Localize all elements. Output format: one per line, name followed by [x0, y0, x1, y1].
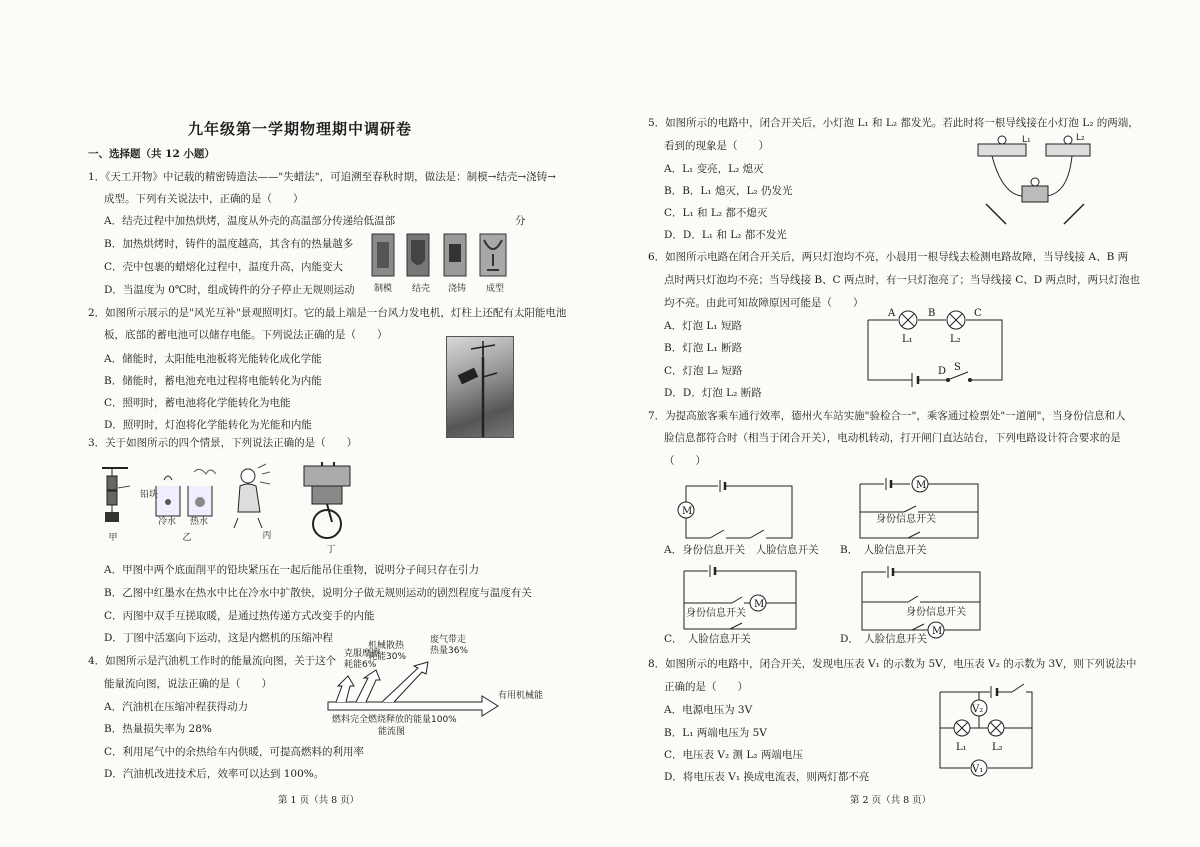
q3-option-d: D．丁图中活塞向下运动，这是内燃机的压缩冲程: [104, 632, 333, 644]
q2-stem-1: 2．如图所示展示的是"风光互补"景观照明灯。它的最上端是一台风力发电机，灯柱上还配有太阳能电池: [88, 307, 567, 319]
q3-option-a: A．甲图中两个底面削平的铅块紧压在一起后能吊住重物，说明分子间只存在引力: [104, 564, 480, 576]
q6-stem-2: 点时两只灯泡均不亮；当导线接 B、C 两点时，有一只灯泡亮了；当导线接 C、D 两点时，两只灯泡也: [664, 274, 1141, 286]
q5-option-b: B．B．L₁ 熄灭，L₂ 仍发光: [664, 185, 793, 197]
q5-stem-2: 看到的现象是（ ）: [664, 140, 769, 152]
q1-fig-label-4: 成型: [485, 284, 504, 294]
q1-stem-2: 成型。下列有关说法中，正确的是（ ）: [104, 193, 304, 205]
q5-option-a: A．L₁ 变亮，L₂ 熄灭: [664, 163, 764, 175]
q4-output-label: 有用机械能: [498, 691, 544, 701]
q8-circuit-diagram: [936, 684, 1036, 776]
q7-circuit-a: [680, 480, 798, 542]
q5-option-c: C．L₁ 和 L₂ 都不熄灭: [664, 207, 768, 219]
q7-option-c-label: C． 人脸信息开关: [664, 633, 751, 645]
q4-input-label: 燃料完全燃烧释放的能量100%: [332, 715, 457, 725]
q8-option-a: A．电源电压为 3V: [664, 704, 753, 716]
q7d-face-switch: 人脸信息开关: [864, 633, 928, 645]
q7a-face-switch: 人脸信息开关: [755, 544, 819, 556]
q6-stem-1: 6．如图所示电路在闭合开关后，两只灯泡均不亮，小晨用一根导线去检测电路故障，当导线接 A、B 两: [648, 251, 1129, 263]
q6-stem-3: 均不亮。由此可知故障原因可能是（ ）: [664, 297, 864, 309]
q1-option-d: D．当温度为 0℃时，组成铸件的分子停止无规则运动: [104, 284, 355, 296]
q5-stem-1: 5．如图所示的电路中，闭合开关后，小灯泡 L₁ 和 L₂ 都发光。若此时将一根导线接在小灯泡 L₂ 的两端，: [648, 117, 1139, 129]
q3-sub-label-lead: 铅块: [139, 490, 158, 500]
q6-point-d: D: [938, 366, 947, 377]
q2-option-a: A．储能时，太阳能电池板将光能转化成化学能: [104, 353, 322, 365]
q7-option-b-label: B． 人脸信息开关: [840, 544, 927, 556]
q3-fig-label-bing: 丙: [262, 531, 272, 541]
q4-loss3-label: 废气带走: [430, 635, 467, 645]
q1-stem-1: 1．《天工开物》中记载的精密铸造法——"失蜡法"，可追溯至春秋时期，做法是：制模→结壳→浇铸→: [88, 171, 556, 183]
q4-loss1-label: 克服摩擦: [344, 649, 381, 659]
q3-sub-label-cold: 冷水: [157, 517, 176, 527]
q4-option-c: C．利用尾气中的余热给车内供暖，可提高燃料的利用率: [104, 746, 365, 758]
q8-l2-label: L₂: [992, 742, 1003, 753]
q5-circuit-picture: [972, 134, 1102, 226]
q3-fig-label-jia: 甲: [108, 533, 118, 543]
q1-fig-label-3: 浇铸: [447, 284, 466, 294]
q6-lamp-l1: L₁: [902, 334, 913, 345]
q4-caption: 能流图: [378, 727, 406, 737]
q7b-face-switch: 人脸信息开关: [863, 544, 927, 556]
q4-loss2-label: 机械散热: [368, 641, 405, 651]
q7c-face-switch: 人脸信息开关: [687, 633, 751, 645]
q1-option-c: C．壳中包裹的蜡熔化过程中，温度升高，内能变大: [104, 261, 344, 273]
q7-option-a-label: A．身份信息开关 人脸信息开关: [664, 544, 819, 556]
q7a-id-switch: 身份信息开关: [682, 544, 746, 556]
q2-stem-2: 板，底部的蓄电池可以储存电能。下列说法正确的是（ ）: [104, 329, 388, 341]
q2-option-c: C．照明时，蓄电池将化学能转化为电能: [104, 397, 291, 409]
q6-option-d: D．D．灯泡 L₂ 断路: [664, 387, 762, 399]
q8-l1-label: L₁: [956, 742, 967, 753]
q7-option-d-label: D． 人脸信息开关: [840, 633, 928, 645]
q1-option-b: B．加热烘烤时，铸件的温度越高，其含有的热量越多: [104, 238, 354, 250]
q7b-motor-label: M: [916, 480, 927, 491]
q2-option-d: D．照明时，灯泡将化学能转化为光能和内能: [104, 419, 312, 431]
q6-option-c: C．灯泡 L₂ 短路: [664, 365, 743, 377]
q4-option-d: D．汽油机改进技术后，效率可以达到 100%。: [104, 768, 325, 780]
svg-text:L₁: L₁: [1022, 135, 1031, 145]
q3-fig-label-yi: 乙: [182, 533, 192, 543]
q4-option-b: B．热量损失率为 28%: [104, 723, 212, 735]
q3-fig-label-ding: 丁: [326, 545, 336, 555]
q5-option-d: D．D．L₁ 和 L₂ 都不发光: [664, 229, 787, 241]
q1-option-a: A．结壳过程中加热烘烤，温度从外壳的高温部分传递给低温部: [104, 215, 396, 227]
q7-circuit-c: [682, 565, 798, 635]
q7-stem-3: （ ）: [664, 455, 706, 467]
q3-option-b: B．乙图中红墨水在热水中比在冷水中扩散快，说明分子做无规则运动的剧烈程度与温度有关: [104, 587, 532, 599]
q6-point-b: B: [928, 308, 936, 319]
q6-circuit-diagram: [866, 300, 1010, 388]
q8-stem-1: 8．如图所示的电路中，闭合开关，发现电压表 V₁ 的示数为 5V，电压表 V₂ 的示数为 3V，则下列说法中: [648, 658, 1137, 670]
q3-stem: 3．关于如图所示的四个情景，下列说法正确的是（ ）: [88, 437, 358, 449]
exam-title: 九年级第一学期物理期中调研卷: [187, 120, 412, 138]
q3-figure-scenes: [98, 462, 368, 554]
q7c-motor-label: M: [754, 599, 765, 610]
q6-point-a: A: [888, 308, 896, 319]
q4-stem-2: 能量流向图，说法正确的是（ ）: [104, 678, 272, 690]
q7-circuit-d: [860, 566, 982, 636]
q1-option-a-tail: 分: [515, 215, 526, 227]
q6-option-a: A．灯泡 L₁ 短路: [664, 320, 742, 332]
q4-loss3b-label: 热量36%: [430, 646, 469, 656]
q1-fig-label-1: 制模: [373, 284, 392, 294]
q2-street-light-photo: [446, 336, 514, 438]
q7-stem-2: 脸信息都符合时（相当于闭合开关），电动机转动，打开闸门直达站台，下列电路设计符合要求的是: [664, 432, 1121, 444]
q8-option-b: B．L₁ 两端电压为 5V: [664, 727, 767, 739]
q1-fig-label-2: 结壳: [411, 284, 430, 294]
q3-sub-label-hot: 热水: [189, 517, 208, 527]
q4-stem-1: 4．如图所示是汽油机工作时的能量流向图，关于这个: [88, 655, 337, 667]
svg-text:L₂: L₂: [1076, 133, 1085, 143]
page-2-footer: 第 2 页（共 8 页）: [850, 795, 932, 806]
q6-point-c: C: [974, 308, 982, 319]
q6-option-b: B．灯泡 L₁ 断路: [664, 342, 743, 354]
page-1-footer: 第 1 页（共 8 页）: [278, 795, 360, 806]
q7b-id-switch: 身份信息开关: [876, 514, 936, 525]
q7d-id-switch: 身份信息开关: [906, 607, 966, 618]
q6-lamp-l2: L₂: [950, 334, 961, 345]
q7-circuit-b: [858, 478, 982, 542]
q3-option-c: C．丙图中双手互搓取暖，是通过热传递方式改变手的内能: [104, 610, 375, 622]
q4-loss2b-label: 耗能30%: [368, 652, 407, 662]
q8-v1-label: V₁: [972, 764, 984, 775]
q4-option-a: A．汽油机在压缩冲程获得动力: [104, 701, 249, 713]
q4-energy-flow-diagram: [322, 635, 552, 737]
q7c-id-switch: 身份信息开关: [686, 608, 746, 619]
q7d-motor-label: M: [932, 626, 943, 637]
q7a-motor-label: M: [682, 506, 693, 517]
q2-option-b: B．储能时，蓄电池充电过程将电能转化为内能: [104, 375, 322, 387]
q6-switch-s: S: [954, 362, 961, 373]
q8-stem-2: 正确的是（ ）: [664, 681, 748, 693]
q7-stem-1: 7．为提高旅客乘车通行效率，德州火车站实施"验检合一"，乘客通过检票处"一道闸"，当身份信息和人: [648, 410, 1126, 422]
page-2: [600, 0, 1200, 847]
q8-option-d: D．将电压表 V₁ 换成电流表，则两灯都不亮: [664, 771, 870, 783]
section-heading: 一、选择题（共 12 小题）: [88, 148, 215, 160]
q8-v2-label: V₂: [972, 704, 984, 715]
q8-option-c: C．电压表 V₂ 测 L₂ 两端电压: [664, 749, 803, 761]
q4-loss1b-label: 耗能6%: [344, 660, 377, 670]
